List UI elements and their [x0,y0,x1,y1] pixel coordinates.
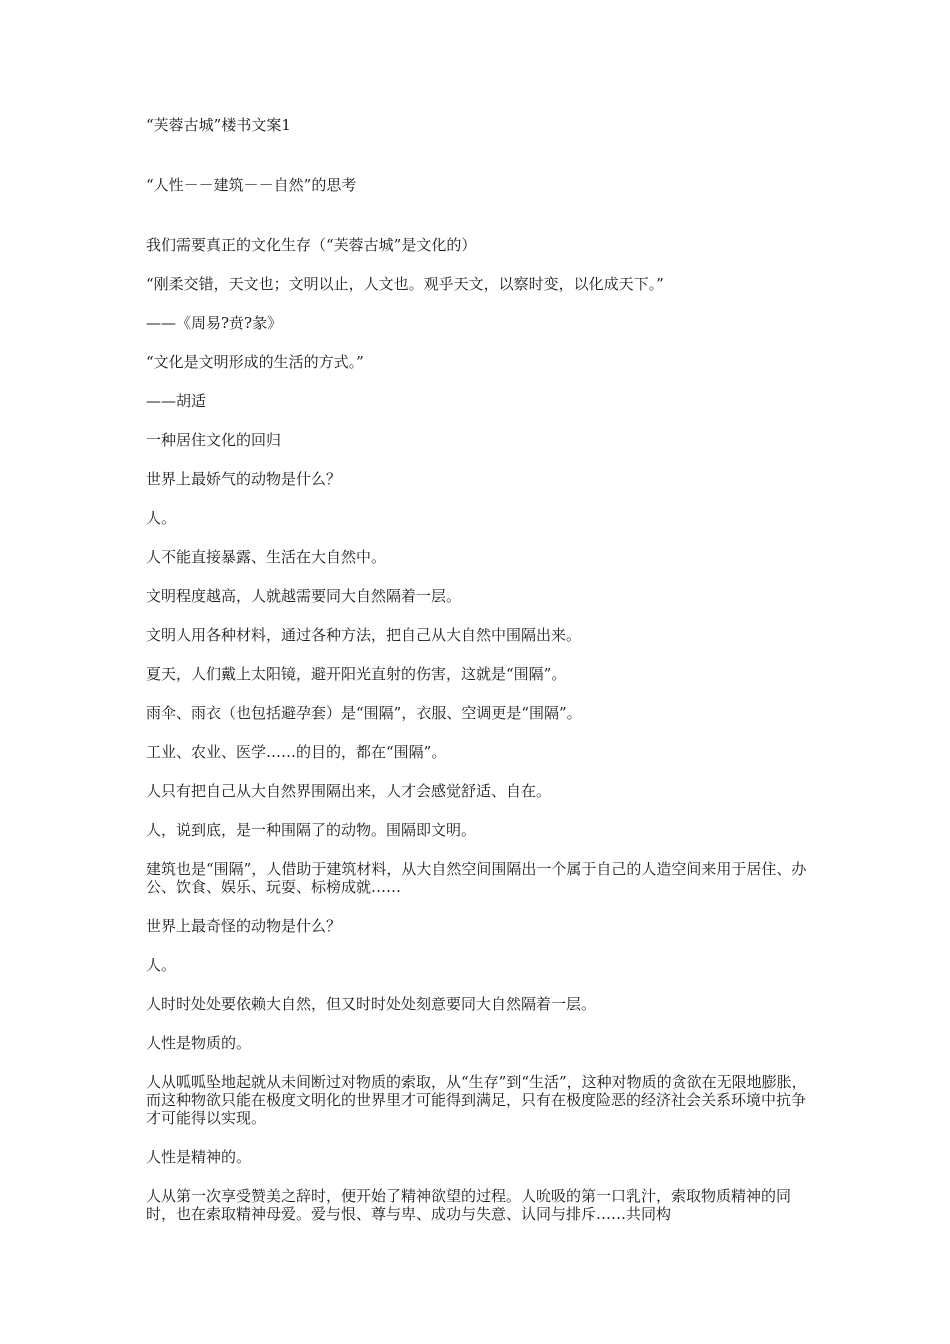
paragraph: 人从第一次享受赞美之辞时，便开始了精神欲望的过程。人吮吸的第一口乳汁，索取物质精神的同时，也在索取精神母爱。爱与恨、尊与卑、成功与失意、认同与排斥……共同构 [146,1187,792,1223]
paragraph: 世界上最奇怪的动物是什么？ [146,917,342,935]
paragraph: 我们需要真正的文化生存（“芙蓉古城”是文化的） [146,236,477,254]
paragraph: 世界上最娇气的动物是什么？ [146,470,342,488]
quote-attribution: ——《周易?贲?彖》 [146,314,283,332]
document-subtitle: “人性－－建筑－－自然”的思考 [146,176,357,194]
paragraph: 人从呱呱坠地起就从未间断过对物质的索取，从“生存”到“生活”，这种对物质的贪欲在无限地膨胀，而这种物欲只能在极度文明化的世界里才可能得到满足，只有在极度险恶的经济社会关系环境中抗争才可能得以实现。 [146,1073,807,1127]
paragraph: 文明程度越高，人就越需要同大自然隔着一层。 [146,587,462,605]
paragraph: 人。 [146,956,177,974]
paragraph: 文明人用各种材料，通过各种方法，把自己从大自然中围隔出来。 [146,626,582,644]
paragraph: 雨伞、雨衣（也包括避孕套）是“围隔”，衣服、空调更是“围隔”。 [146,704,582,722]
section-heading: 一种居住文化的回归 [146,431,282,449]
quote-paragraph: “文化是文明形成的生活的方式。” [146,353,364,371]
paragraph: 人性是精神的。 [146,1148,252,1166]
paragraph: 工业、农业、医学……的目的，都在“围隔”。 [146,743,447,761]
document-body [146,116,810,1244]
paragraph: 夏天，人们戴上太阳镜，避开阳光直射的伤害，这就是“围隔”。 [146,665,567,683]
paragraph: 人，说到底，是一种围隔了的动物。围隔即文明。 [146,821,477,839]
paragraph: 人。 [146,509,177,527]
paragraph: 人性是物质的。 [146,1034,252,1052]
paragraph: 人不能直接暴露、生活在大自然中。 [146,548,387,566]
quote-attribution: ——胡适 [146,392,207,410]
quote-paragraph: “刚柔交错，天文也；文明以止，人文也。观乎天文，以察时变，以化成天下。” [146,275,664,293]
paragraph: 人只有把自己从大自然界围隔出来，人才会感觉舒适、自在。 [146,782,552,800]
document-title: “芙蓉古城”楼书文案1 [146,116,291,134]
paragraph: 人时时处处要依赖大自然，但又时时处处刻意要同大自然隔着一层。 [146,995,597,1013]
paragraph: 建筑也是“围隔”，人借助于建筑材料，从大自然空间围隔出一个属于自己的人造空间来用于居住、办公、饮食、娱乐、玩耍、标榜成就…… [146,860,807,896]
